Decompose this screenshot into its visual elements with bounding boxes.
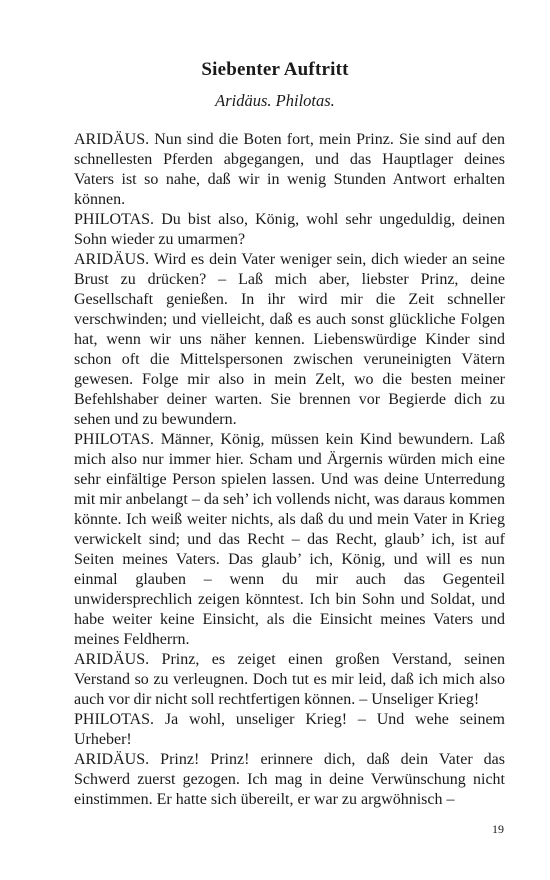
speech-text: Wird es dein Vater weniger sein, dich wieder an seine Brust zu drücken? – Laß mich aber, liebster Prinz, deine Gesellschaft genießen. In ihr wird mir die Zeit schneller verschwinden; und vielleicht, daß es auch sonst glückliche Folgen hat, wenn wir uns näher kennen. Liebenswürdige Kinder sind schon oft die Mittelspersonen zwischen veruneinigten Vätern gewesen. Folge mir also in mein Zelt, wo die besten meiner Befehlshaber deiner warten. Sie brennen vor Begierde dich zu sehen und zu bewundern.	[74, 251, 505, 428]
page-number: 19	[492, 822, 504, 836]
speech-text: Prinz, es zeiget einen großen Verstand, seinen Verstand so zu verleugnen. Doch tut es mir leid, daß ich mich also auch vor dir nicht soll rechtfertigen können. – Unseliger Krieg!	[74, 651, 505, 708]
speech-text: Du bist also, König, wohl sehr ungeduldig, deinen Sohn wieder zu umarmen?	[74, 211, 505, 248]
speech-text: Nun sind die Boten fort, mein Prinz. Sie sind auf den schnellesten Pferden abgegangen, und das Hauptlager deines Vaters ist so nahe, daß wir in wenig Stunden Antwort erhalten können.	[74, 131, 505, 208]
dialogue-text	[74, 130, 505, 810]
speech-text: Prinz! Prinz! erinnere dich, daß dein Vater das Schwerd zuerst gezogen. Ich mag in deine Verwünschung nicht einstimmen. Er hatte sich übereilt, er war zu argwöhnisch –	[74, 751, 506, 808]
scene-characters: Aridäus. Philotas.	[215, 91, 335, 110]
speaker-name: ARIDÄUS.	[74, 131, 150, 148]
speech-text: Ja wohl, unseliger Krieg! – Und wehe seinem Urheber!	[74, 711, 505, 748]
speech	[74, 710, 505, 750]
speaker-name: ARIDÄUS.	[74, 251, 150, 268]
speaker-name: PHILOTAS.	[74, 711, 155, 728]
speech	[74, 650, 505, 710]
speech	[74, 210, 505, 250]
speech-text: Männer, König, müssen kein Kind bewundern. Laß mich also nur immer hier. Scham und Ärgernis würden mich eine sehr einfältige Person spielen lassen. Und was deine Unterredung mit mir anbelangt – da seh’ ich vollends nicht, was daraus kommen könnte. Ich weiß weiter nichts, als daß du und mein Vater in Krieg verwickelt sind; und das Recht – das Recht, glaub’ ich, ist auf Seiten meines Vaters. Das glaub’ ich, König, und will es nun einmal glauben – wenn du mir auch das Gegenteil unwidersprechlich zeigen könntest. Ich bin Sohn und Soldat, und habe weiter keine Einsicht, als die Einsicht meines Vaters und meines Feldherrn.	[74, 431, 506, 648]
speaker-name: PHILOTAS.	[74, 211, 155, 228]
speech	[74, 130, 505, 210]
speech	[74, 250, 505, 430]
scene-title: Siebenter Auftritt	[201, 59, 349, 80]
speech	[74, 750, 505, 810]
speaker-name: ARIDÄUS.	[74, 651, 150, 668]
speech	[74, 430, 505, 650]
speaker-name: PHILOTAS.	[74, 431, 155, 448]
speaker-name: ARIDÄUS.	[74, 751, 150, 768]
